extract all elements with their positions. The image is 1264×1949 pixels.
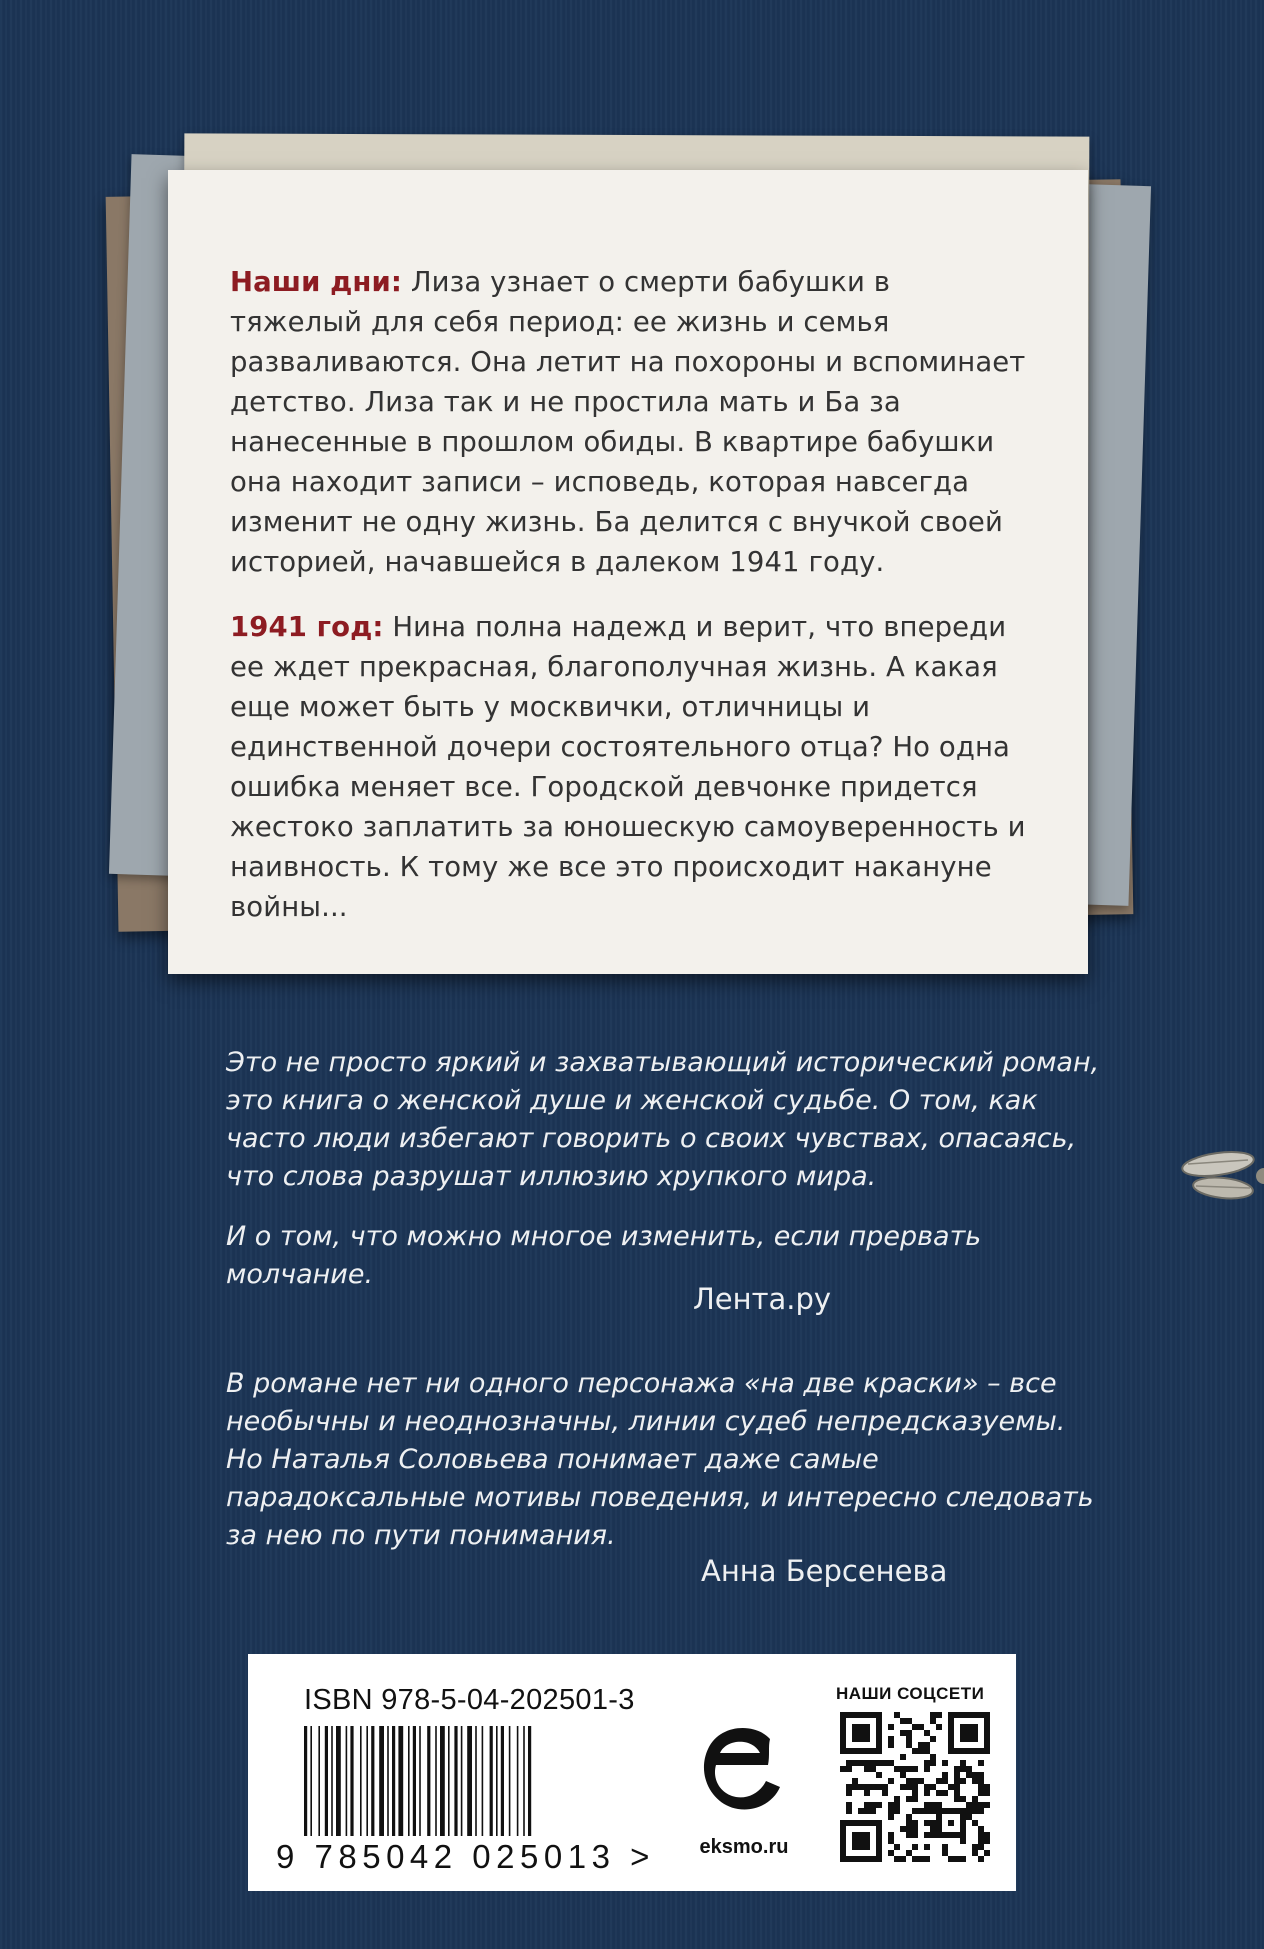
blurb-body-present: Лиза узнает о смерти бабушки в тяжелый для себя период: ее жизнь и семья разваливаются. Она летит на похороны и вспоминает детство. Лиза так и не простила мать и Ба за нанесенные в прошлом обиды. В квартире бабушки она находит записи – исповедь, которая навсегда изменит не одну жизнь. Ба делится с внучкой своей историей, начавшейся в далеком 1941 году. [230, 266, 1026, 578]
blurb-card [168, 170, 1088, 974]
blurb-paragraph-2 [230, 607, 1028, 927]
dragonfly-brooch-icon [1178, 1136, 1264, 1216]
blurb-body-1941: Нина полна надежд и верит, что впереди ее ждет прекрасная, благополучная жизнь. А какая еще может быть у москвички, отличницы и единственной дочери состоятельного отца? Но одна ошибка меняет все. Городской девчонке придется жестоко заплатить за юношескую самоуверенность и наивность. К тому же все это происходит накануне войны... [230, 611, 1026, 923]
blurb-lead-present: Наши дни: [230, 266, 402, 298]
barcode-panel [248, 1654, 1016, 1891]
review-lenta-text-2: И о том, что можно многое изменить, если прервать молчание. [226, 1221, 982, 1290]
review-lenta [226, 1044, 1106, 1316]
isbn-label: ISBN 978-5-04-202501-3 [304, 1684, 635, 1716]
review-lenta-author: Лента.ру [693, 1282, 832, 1316]
blurb-paragraph-1 [230, 262, 1028, 582]
barcode-icon [304, 1726, 594, 1836]
publisher-site: eksmo.ru [699, 1836, 789, 1858]
review-bersenev-author: Анна Берсенева [701, 1554, 948, 1588]
qr-code-icon[interactable] [840, 1712, 990, 1862]
review-bersenev [226, 1365, 1106, 1577]
blurb-lead-1941: 1941 год: [230, 611, 384, 643]
review-bersenev-text: В романе нет ни одного персонажа «на две краски» – все необычны и неоднозначны, линии судеб непредсказуемы. Но Наталья Соловьева понимает даже самые парадоксальные мотивы поведения, и интересно следовать за нею по пути понимания. [226, 1368, 1094, 1551]
barcode-digits: 9 785042 025013 > [276, 1838, 655, 1875]
review-lenta-text-1: Это не просто яркий и захватывающий исторический роман, это книга о женской душе и женской судьбе. О том, как часто люди избегают говорить о своих чувствах, опасаясь, что слова разрушат иллюзию хрупкого мира. [226, 1047, 1100, 1192]
qr-title: НАШИ СОЦСЕТИ [836, 1684, 985, 1703]
